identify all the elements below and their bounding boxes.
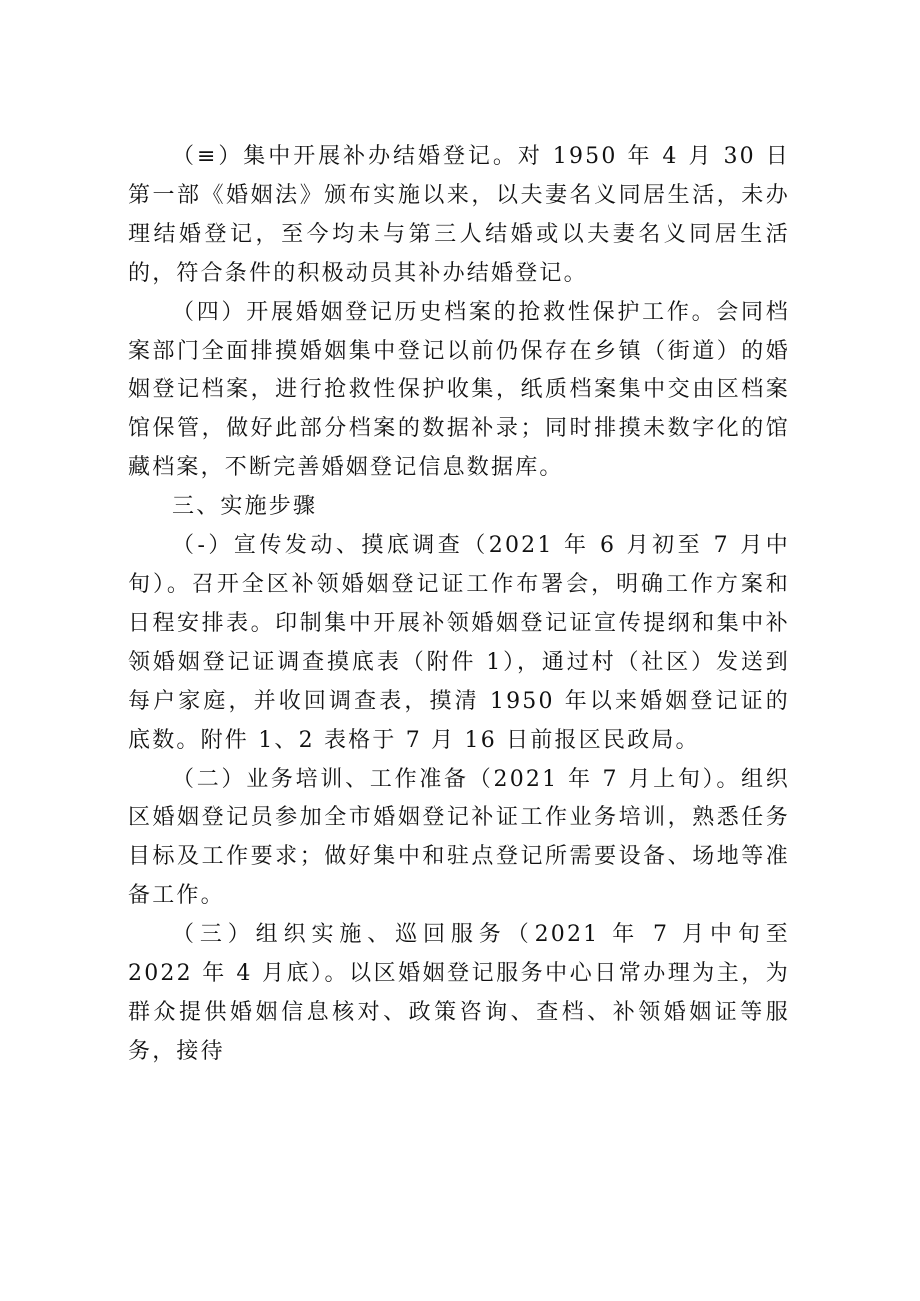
- section-heading-implementation-steps: 三、实施步骤: [172, 494, 318, 520]
- paragraph-centralized-marriage-registration: （≡）集中开展补办结婚登记。对 1950 年 4 月 30 日第一部《婚姻法》颁布实施以来，以夫妻名义同居生活，未办理结婚登记，至今均未与第三人结婚或以夫妻名义同居生活的，符合条件的积极动员其补办结婚登记。: [128, 144, 790, 286]
- paragraph-archive-protection: （四）开展婚姻登记历史档案的抢救性保护工作。会同档案部门全面排摸婚姻集中登记以前仍保存在乡镇（街道）的婚姻登记档案，进行抢救性保护收集，纸质档案集中交由区档案馆保管，做好此部分档案的数据补录；同时排摸未数字化的馆藏档案，不断完善婚姻登记信息数据库。: [128, 299, 790, 481]
- paragraph-organize-implementation: （三）组织实施、巡回服务（2021 年 7 月中旬至 2022 年 4 月底）。以区婚姻登记服务中心日常办理为主，为群众提供婚姻信息核对、政策咨询、查档、补领婚姻证等服务，接待: [128, 922, 790, 1064]
- document-body: [128, 138, 790, 1072]
- paragraph-publicity-survey: （-）宣传发动、摸底调查（2021 年 6 月初至 7 月中旬）。召开全区补领婚姻登记证工作布署会，明确工作方案和日程安排表。印制集中开展补领婚姻登记证宣传提纲和集中补领婚姻登记证调查摸底表（附件 1），通过村（社区）发送到每户家庭，并收回调查表，摸清 1950 年以来婚姻登记证的底数。附件 1、2 表格于 7 月 16 日前报区民政局。: [128, 533, 790, 753]
- paragraph-training-preparation: （二）业务培训、工作准备（2021 年 7 月上旬）。组织区婚姻登记员参加全市婚姻登记补证工作业务培训，熟悉任务目标及工作要求；做好集中和驻点登记所需要设备、场地等准备工作。: [128, 766, 790, 909]
